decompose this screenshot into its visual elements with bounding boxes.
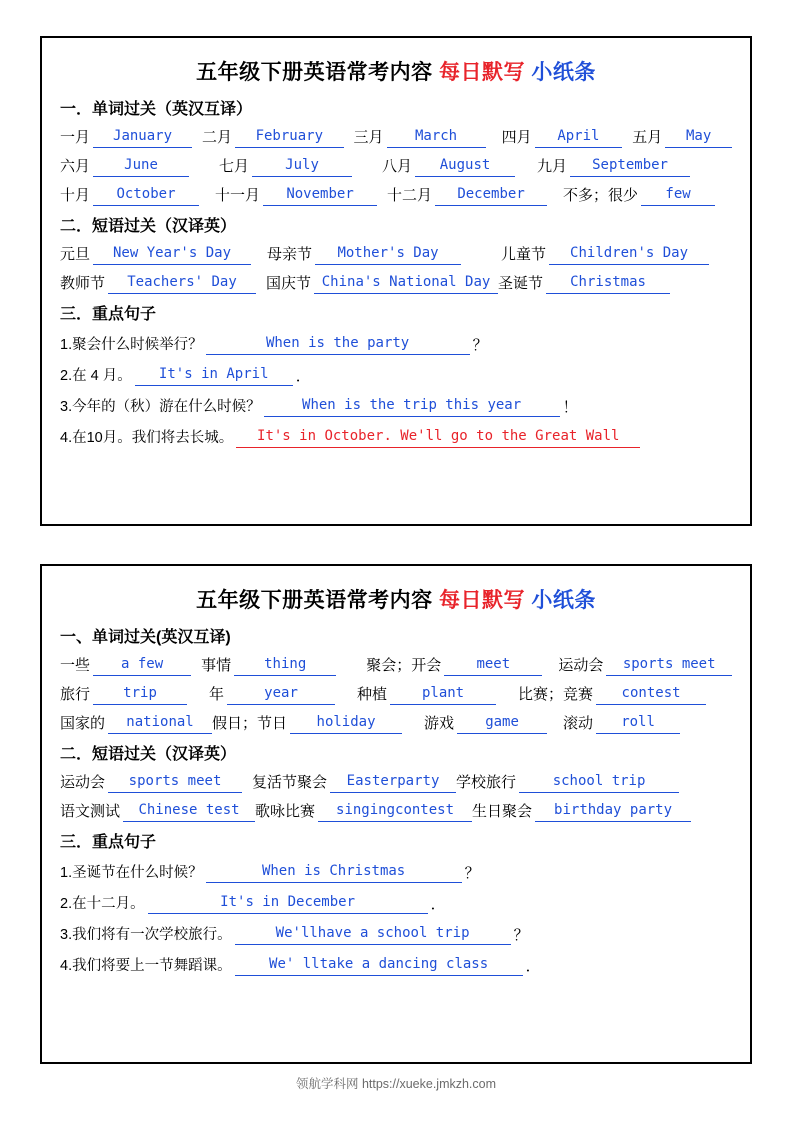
sentence-answer: It's in December xyxy=(148,892,428,914)
card-1-section-1-heading: 一．单词过关（英汉互译） xyxy=(60,101,253,118)
card-1-section-2-heading: 二．短语过关（汉译英） xyxy=(60,218,237,235)
word-answer: plant xyxy=(390,683,496,705)
phrase-label: 儿童节 xyxy=(501,246,547,263)
word-label: 一月 xyxy=(60,129,91,146)
card-1-word-row-1 xyxy=(60,126,732,148)
word-answer: August xyxy=(415,155,515,177)
phrase-label: 语文测试 xyxy=(60,803,121,820)
sentence-prompt: 2.在 4 月。 xyxy=(60,368,132,384)
word-label: 五月 xyxy=(632,129,663,146)
card-2-section-3-heading: 三．重点句子 xyxy=(60,834,157,851)
phrase-label: 母亲节 xyxy=(267,246,313,263)
card-1-title xyxy=(60,56,732,86)
word-answer: contest xyxy=(596,683,706,705)
word-label: 假日；节日 xyxy=(212,715,288,732)
sentence-tail: ？ xyxy=(513,927,529,944)
phrase-answer: birthday party xyxy=(535,800,691,822)
sentence-prompt: 3.今年的（秋）游在什么时候？ xyxy=(60,399,261,415)
sentence-prompt: 3.我们将有一次学校旅行。 xyxy=(60,927,232,943)
word-answer: meet xyxy=(444,654,542,676)
worksheet-card-1 xyxy=(40,36,752,526)
phrase-label: 元旦 xyxy=(60,246,91,263)
word-label: 十月 xyxy=(60,187,91,204)
card-1-sentence-1 xyxy=(60,333,732,355)
word-label: 事情 xyxy=(201,657,232,674)
sentence-answer: When is the party xyxy=(206,333,470,355)
card-2-title-blue: 小纸条 xyxy=(531,589,596,612)
phrase-label: 歌咏比赛 xyxy=(255,803,316,820)
phrase-answer: Easterparty xyxy=(330,771,456,793)
worksheet-card-2 xyxy=(40,564,752,1064)
word-label: 十二月 xyxy=(387,187,433,204)
phrase-answer: China's National Day xyxy=(314,272,498,294)
phrase-answer: sports meet xyxy=(108,771,242,793)
card-2-section-2-heading: 二．短语过关（汉译英） xyxy=(60,746,237,763)
sentence-answer: When is Christmas xyxy=(206,861,462,883)
word-label: 国家的 xyxy=(60,715,106,732)
phrase-answer: Chinese test xyxy=(123,800,255,822)
phrase-answer: school trip xyxy=(519,771,679,793)
word-label: 年 xyxy=(209,686,225,703)
phrase-answer: Teachers' Day xyxy=(108,272,256,294)
word-label: 二月 xyxy=(202,129,233,146)
sentence-answer: It's in October. We'll go to the Great Wall xyxy=(236,426,640,448)
phrase-answer: singingcontest xyxy=(318,800,472,822)
word-label: 游戏 xyxy=(424,715,455,732)
phrase-label: 教师节 xyxy=(60,275,106,292)
sentence-prompt: 4.我们将要上一节舞蹈课。 xyxy=(60,958,232,974)
word-answer: sports meet xyxy=(606,654,732,676)
word-label: 八月 xyxy=(382,158,413,175)
sentence-tail: ． xyxy=(295,368,311,385)
card-1-word-row-3 xyxy=(60,184,732,206)
word-answer: July xyxy=(252,155,352,177)
word-label: 四月 xyxy=(501,129,532,146)
word-answer: September xyxy=(570,155,690,177)
sentence-prompt: 4.在10月。我们将去长城。 xyxy=(60,430,234,446)
phrase-answer: New Year's Day xyxy=(93,243,251,265)
word-answer: game xyxy=(457,712,547,734)
card-2-word-row-1 xyxy=(60,654,732,676)
word-label: 聚会；开会 xyxy=(366,657,442,674)
sentence-tail: ． xyxy=(525,958,541,975)
word-answer: national xyxy=(108,712,212,734)
word-answer: year xyxy=(227,683,335,705)
sentence-tail: ！ xyxy=(562,399,578,416)
word-answer: roll xyxy=(596,712,680,734)
word-label: 比赛；竞赛 xyxy=(518,686,594,703)
word-answer: trip xyxy=(93,683,187,705)
word-label: 不多；很少 xyxy=(563,187,639,204)
word-answer: October xyxy=(93,184,199,206)
word-label: 滚动 xyxy=(563,715,594,732)
page-footer-watermark: 领航学科网 https://xueke.jmkzh.com xyxy=(295,1077,497,1091)
word-answer: thing xyxy=(234,654,336,676)
card-2-phrase-row-1 xyxy=(60,771,732,793)
phrase-label: 生日聚会 xyxy=(472,803,533,820)
sentence-tail: ． xyxy=(430,896,446,913)
word-label: 六月 xyxy=(60,158,91,175)
word-label: 种植 xyxy=(357,686,388,703)
sentence-prompt: 2.在十二月。 xyxy=(60,896,145,912)
sentence-prompt: 1.聚会什么时候举行？ xyxy=(60,337,203,353)
word-answer: April xyxy=(535,126,623,148)
sentence-answer: When is the trip this year xyxy=(264,395,560,417)
card-2-word-row-3 xyxy=(60,712,732,734)
phrase-answer: Christmas xyxy=(546,272,670,294)
sentence-tail: ？ xyxy=(464,865,480,882)
phrase-label: 国庆节 xyxy=(266,275,312,292)
card-2-section-1-heading: 一、单词过关(英汉互译) xyxy=(60,629,231,646)
card-1-word-row-2 xyxy=(60,155,732,177)
card-1-title-blue: 小纸条 xyxy=(531,61,596,84)
card-2-sentence-2 xyxy=(60,892,732,914)
sentence-answer: It's in April xyxy=(135,364,293,386)
card-2-phrase-row-2 xyxy=(60,800,732,822)
card-1-sentence-3 xyxy=(60,395,732,417)
word-label: 一些 xyxy=(60,657,91,674)
card-1-section-3-heading: 三．重点句子 xyxy=(60,306,157,323)
word-label: 十一月 xyxy=(215,187,261,204)
word-answer: few xyxy=(641,184,715,206)
sentence-tail: ？ xyxy=(472,337,488,354)
card-1-title-red: 每日默写 xyxy=(439,61,525,84)
card-2-title-red: 每日默写 xyxy=(439,589,525,612)
card-1-phrase-row-2 xyxy=(60,272,732,294)
word-answer: holiday xyxy=(290,712,402,734)
word-label: 运动会 xyxy=(558,657,604,674)
phrase-answer: Mother's Day xyxy=(315,243,461,265)
sentence-answer: We'llhave a school trip xyxy=(235,923,511,945)
card-2-word-row-2 xyxy=(60,683,732,705)
card-1-title-main: 五年级下册英语常考内容 xyxy=(196,61,433,84)
word-answer: May xyxy=(665,126,732,148)
phrase-label: 学校旅行 xyxy=(456,774,517,791)
phrase-label: 运动会 xyxy=(60,774,106,791)
word-answer: a few xyxy=(93,654,191,676)
card-1-sentence-2 xyxy=(60,364,732,386)
card-1-phrase-row-1 xyxy=(60,243,732,265)
phrase-answer: Children's Day xyxy=(549,243,709,265)
phrase-label: 圣诞节 xyxy=(498,275,544,292)
sentence-prompt: 1.圣诞节在什么时候？ xyxy=(60,865,203,881)
word-answer: June xyxy=(93,155,189,177)
word-label: 七月 xyxy=(219,158,250,175)
word-label: 旅行 xyxy=(60,686,91,703)
card-2-sentence-3 xyxy=(60,923,732,945)
card-2-title xyxy=(60,584,732,614)
card-2-title-main: 五年级下册英语常考内容 xyxy=(196,589,433,612)
card-2-sentence-4 xyxy=(60,954,732,976)
word-answer: February xyxy=(235,126,343,148)
card-2-sentence-1 xyxy=(60,861,732,883)
word-answer: March xyxy=(387,126,486,148)
word-answer: January xyxy=(93,126,192,148)
word-label: 三月 xyxy=(353,129,384,146)
card-1-sentence-4 xyxy=(60,426,732,448)
word-answer: December xyxy=(435,184,547,206)
phrase-label: 复活节聚会 xyxy=(252,774,328,791)
sentence-answer: We' lltake a dancing class xyxy=(235,954,523,976)
word-answer: November xyxy=(263,184,377,206)
word-label: 九月 xyxy=(537,158,568,175)
